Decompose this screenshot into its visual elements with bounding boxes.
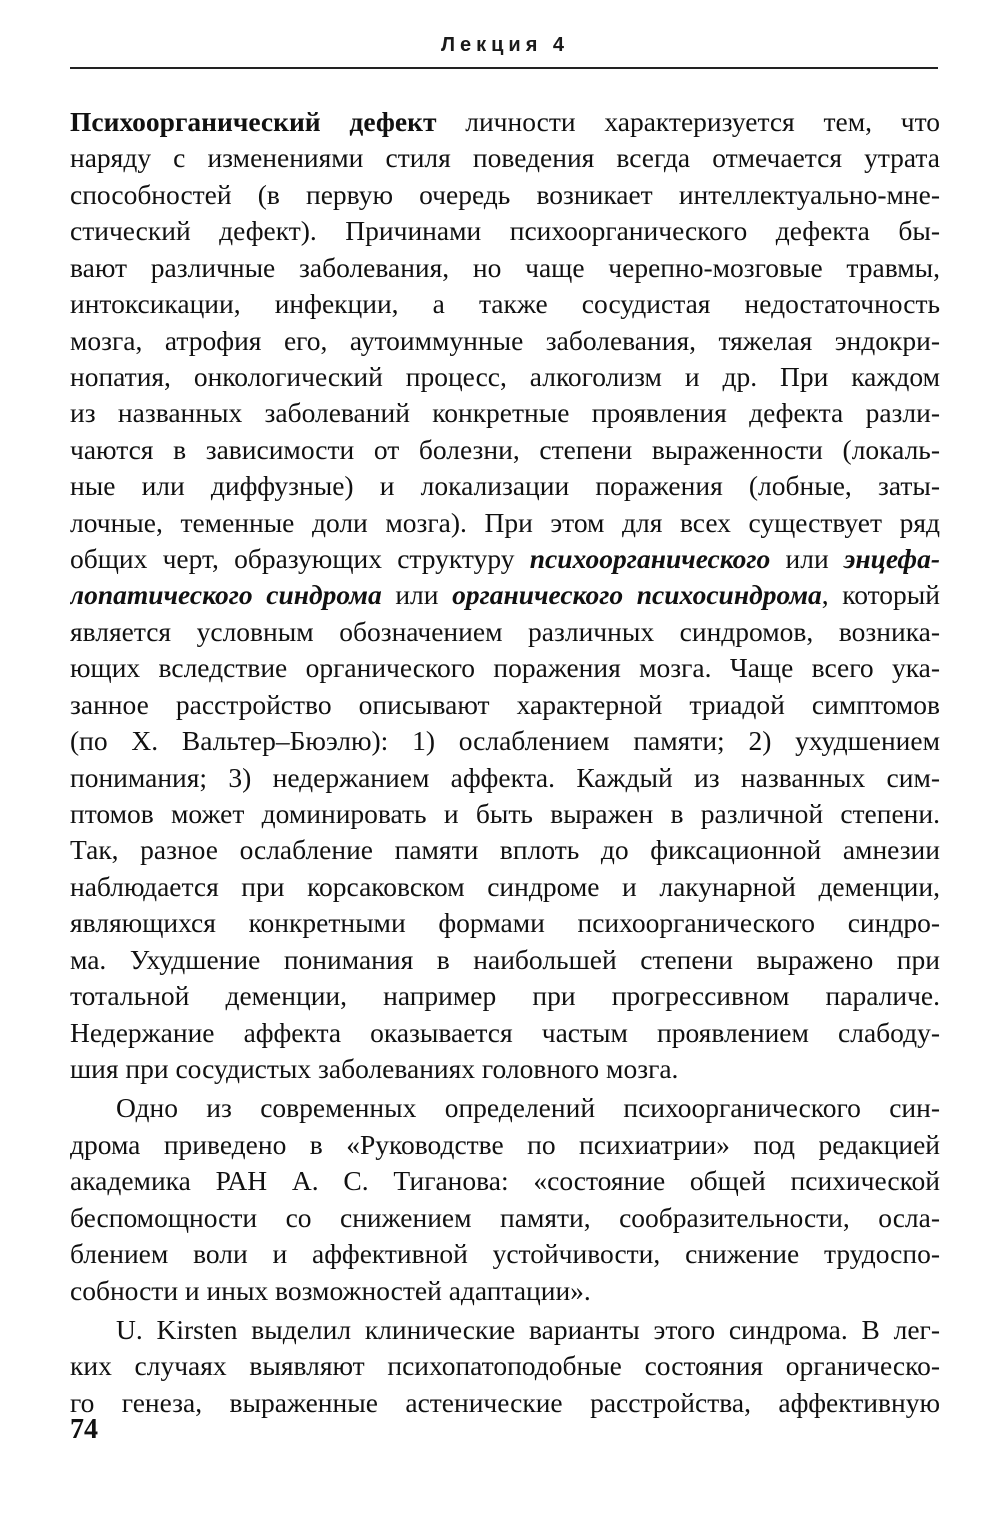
- text-line: [70, 1385, 940, 1421]
- text-line: [70, 359, 940, 395]
- text-segment: личности характеризуется тем, что: [436, 106, 940, 137]
- text-line: [70, 1348, 940, 1384]
- text-segment: (по Х. Вальтер–Бюэлю): 1) ослаблением памяти; 2) ухудшением: [70, 725, 940, 757]
- text-segment: беспомощности со снижением памяти, сообразительности, осла-: [70, 1201, 940, 1233]
- text-segment: лочные, теменные доли мозга). При этом для всех существует ряд: [70, 506, 940, 538]
- text-segment: занное расстройство описывают характерной триадой симптомов: [70, 688, 940, 720]
- text-segment: или: [381, 579, 453, 611]
- text-segment: шия при сосудистых заболеваниях головного мозга.: [70, 1052, 679, 1084]
- text-segment: нопатия, онкологический процесс, алкоголизм и др. При каждом: [70, 360, 940, 392]
- page-number: 74: [70, 1414, 98, 1445]
- text-line: [70, 650, 940, 686]
- text-segment: понимания; 3) недержанием аффекта. Каждый из названных сим-: [70, 761, 940, 793]
- text-line: [70, 723, 940, 759]
- text-line: [70, 1127, 940, 1163]
- italic-term: лопатического синдрома: [70, 579, 382, 611]
- body-text: [70, 104, 940, 1421]
- text-segment: мозга, атрофия его, аутоиммунные заболевания, тяжелая эндокри-: [70, 324, 940, 356]
- text-line: [70, 541, 940, 577]
- text-segment: являющихся конкретными формами психоорганического синдро-: [70, 907, 940, 939]
- text-segment: ющих вследствие органического поражения мозга. Чаще всего ука-: [70, 652, 940, 684]
- text-segment: является условным обозначением различных синдромов, возника-: [70, 615, 940, 647]
- text-line: [70, 869, 940, 905]
- italic-term: органического психосиндрома: [452, 579, 822, 611]
- text-segment: вают различные заболевания, но чаще черепно-мозговые травмы,: [70, 251, 940, 283]
- text-line: [70, 796, 940, 832]
- text-line: [70, 942, 940, 978]
- text-segment: интоксикации, инфекции, а также сосудистая недостаточность: [70, 288, 940, 320]
- text-segment: способностей (в первую очередь возникает интеллектуально-мне-: [70, 178, 940, 210]
- text-segment: U. Kirsten выделил клинические варианты этого синдрома. В лег-: [116, 1313, 940, 1345]
- text-segment: академика РАН А. С. Тиганова: «состояние общей психической: [70, 1165, 940, 1197]
- text-segment: наряду с изменениями стиля поведения всегда отмечается утрата: [70, 142, 940, 174]
- header-rule: [70, 67, 938, 69]
- text-line: [70, 104, 940, 140]
- text-line: [70, 286, 940, 322]
- running-head: Лекция 4: [440, 34, 570, 56]
- text-line: [70, 1273, 940, 1309]
- text-line: [70, 468, 940, 504]
- text-segment: Одно из современных определений психоорганического син-: [116, 1092, 940, 1124]
- text-line: [70, 905, 940, 941]
- text-segment: наблюдается при корсаковском синдроме и лакунарной деменции,: [70, 870, 940, 902]
- text-line: [70, 1236, 940, 1272]
- text-line: [70, 1051, 940, 1087]
- text-line: [70, 1312, 940, 1348]
- bold-term: Психоорганический дефект: [70, 106, 437, 137]
- text-line: [70, 614, 940, 650]
- text-segment: ные или диффузные) и локализации поражения (лобные, заты-: [70, 470, 940, 502]
- text-segment: , который: [821, 579, 940, 611]
- text-line: [70, 1090, 940, 1126]
- text-segment: Недержание аффекта оказывается частым проявлением слабоду-: [70, 1016, 940, 1048]
- text-segment: чаются в зависимости от болезни, степени выраженности (локаль-: [70, 433, 940, 465]
- italic-term: энцефа-: [843, 543, 940, 575]
- text-line: [70, 687, 940, 723]
- text-segment: из названных заболеваний конкретные проявления дефекта разли-: [70, 397, 940, 429]
- text-segment: го генеза, выраженные астенические расстройства, аффективную: [70, 1386, 940, 1418]
- text-line: [70, 140, 940, 176]
- text-segment: стический дефект). Причинами психоорганического дефекта бы-: [70, 215, 940, 247]
- text-line: [70, 577, 940, 613]
- text-line: [70, 760, 940, 796]
- text-segment: общих черт, образующих структуру: [70, 543, 530, 575]
- text-line: [70, 213, 940, 249]
- text-line: [70, 395, 940, 431]
- text-line: [70, 832, 940, 868]
- text-line: [70, 1163, 940, 1199]
- text-segment: блением воли и аффективной устойчивости, снижение трудоспо-: [70, 1238, 940, 1270]
- text-line: [70, 1200, 940, 1236]
- text-segment: ма. Ухудшение понимания в наибольшей степени выражено при: [70, 943, 940, 975]
- italic-term: психоорганического: [529, 543, 771, 575]
- text-line: [70, 250, 940, 286]
- text-line: [70, 978, 940, 1014]
- text-segment: птомов может доминировать и быть выражен в различной степени.: [70, 798, 940, 830]
- text-line: [70, 177, 940, 213]
- text-segment: собности и иных возможностей адаптации».: [70, 1274, 591, 1306]
- text-segment: ких случаях выявляют психопатоподобные состояния органическо-: [70, 1350, 940, 1382]
- text-line: [70, 432, 940, 468]
- text-line: [70, 505, 940, 541]
- text-segment: дрома приведено в «Руководстве по психиатрии» под редакцией: [70, 1128, 940, 1160]
- text-segment: Так, разное ослабление памяти вплоть до фиксационной амнезии: [70, 834, 940, 866]
- text-line: [70, 1015, 940, 1051]
- text-line: [70, 323, 940, 359]
- text-segment: тотальной деменции, например при прогрессивном параличе.: [70, 980, 940, 1012]
- text-segment: или: [770, 543, 844, 575]
